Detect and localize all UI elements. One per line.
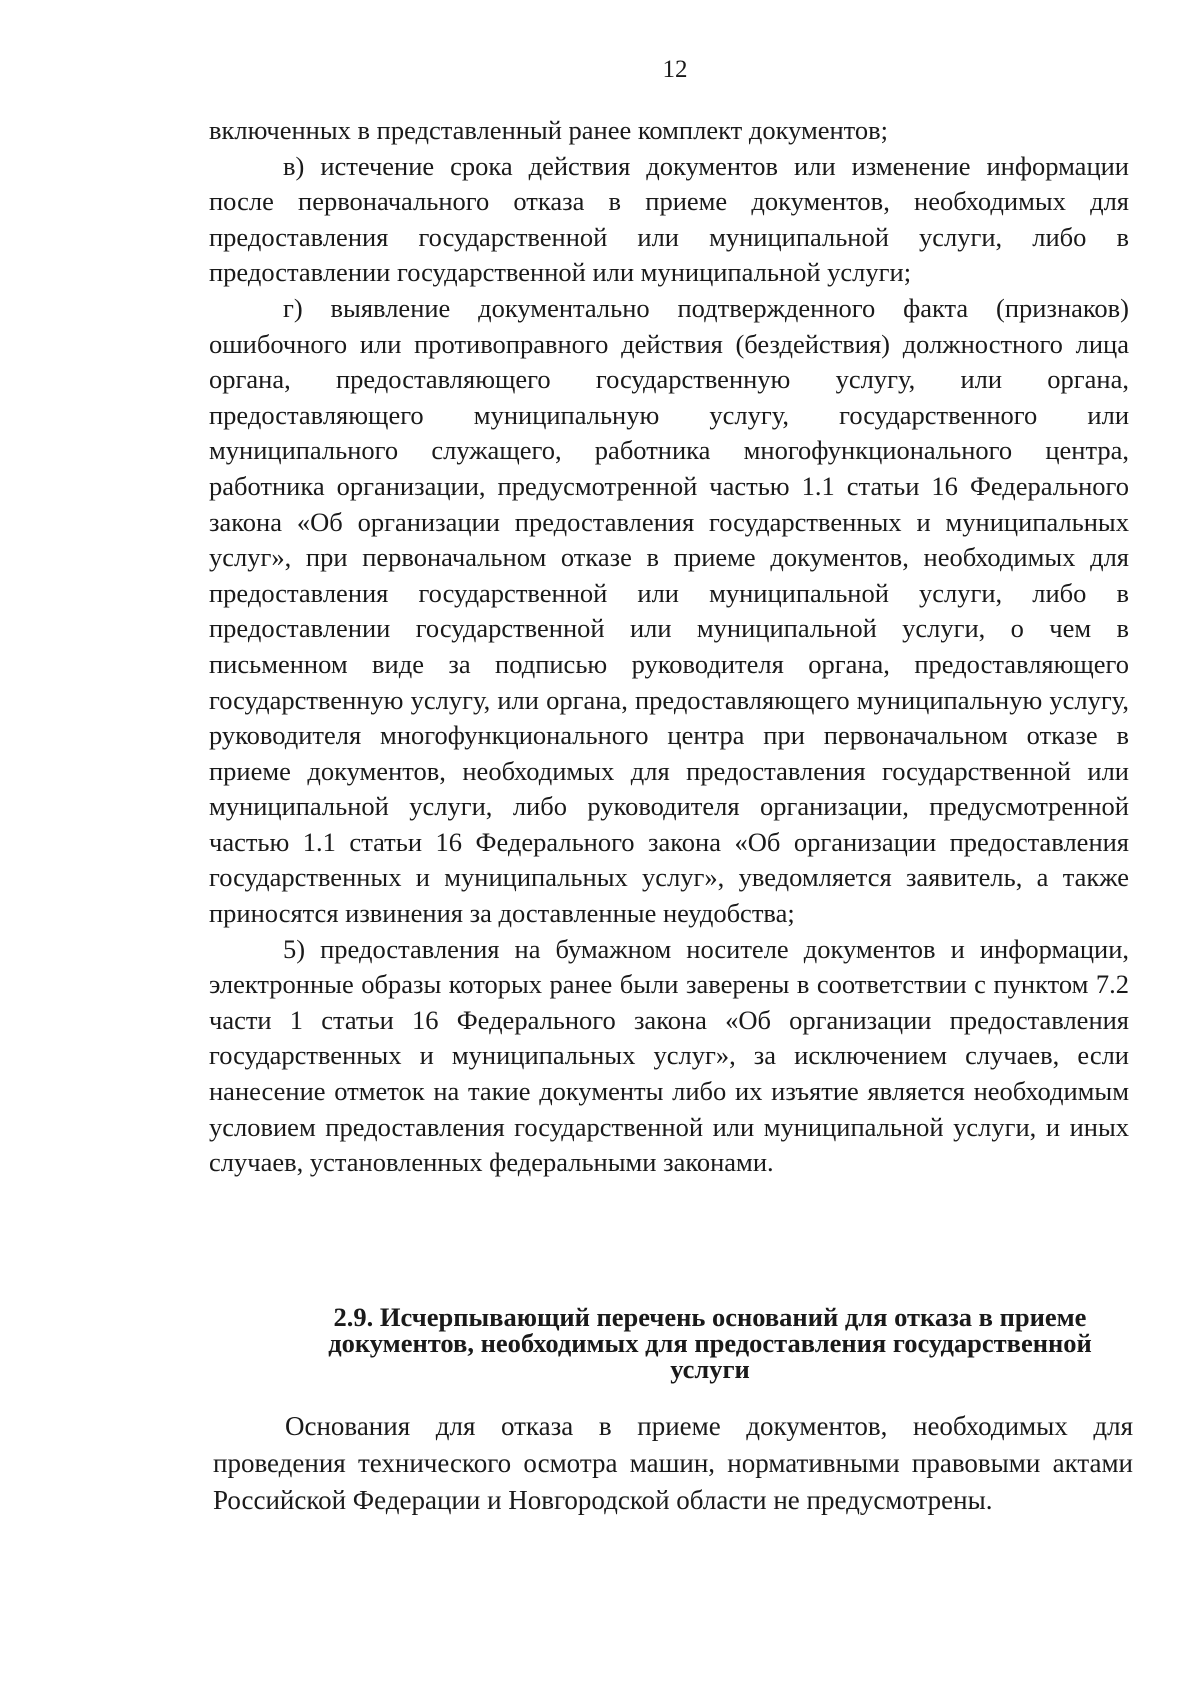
section-heading xyxy=(290,1304,1130,1382)
paragraph-item-g: г) выявление документально подтвержденного факта (признаков) ошибочного или противоправного действия (бездействия) должностного лица органа, предоставляющего государственную услугу, или органа, предоставляющего муниципальную услугу, государственного или муниципального служащего, работника многофункционального центра, работника организации, предусмотренной частью 1.1 статьи 16 Федерального закона «Об организации предоставления государственных и муниципальных услуг», при первоначальном отказе в приеме документов, необходимых для предоставления государственной или муниципальной услуги, либо в предоставлении государственной или муниципальной услуги, о чем в письменном виде за подписью руководителя органа, предоставляющего государственную услугу, или органа, предоставляющего муниципальную услугу, руководителя многофункционального центра при первоначальном отказе в приеме документов, необходимых для предоставления государственной или муниципальной услуги, либо руководителя организации, предусмотренной частью 1.1 статьи 16 Федерального закона «Об организации предоставления государственных и муниципальных услуг», уведомляется заявитель, а также приносятся извинения за доставленные неудобства; xyxy=(209,292,1129,929)
section-heading-line-3: услуги xyxy=(670,1354,750,1384)
section-paragraph: Основания для отказа в приеме документов, необходимых для проведения технического осмотра машин, нормативными правовыми актами Российской Федерации и Новгородской области не предусмотрены. xyxy=(213,1411,1133,1515)
paragraph-item-5: 5) предоставления на бумажном носителе документов и информации, электронные образы которых ранее были заверены в соответствии с пунктом 7.2 части 1 статьи 16 Федерального закона «Об организации предоставления государственных и муниципальных услуг», за исключением случаев, если нанесение отметок на такие документы либо их изъятие является необходимым условием предоставления государственной или муниципальной услуги, и иных случаев, установленных федеральными законами. xyxy=(209,933,1129,1178)
paragraph-continuation: включенных в представленный ранее комплект документов; xyxy=(209,115,889,145)
section-heading-line-1: 2.9. Исчерпывающий перечень оснований для отказа в приеме xyxy=(333,1302,1087,1332)
page-number: 12 xyxy=(662,56,688,83)
paragraph-item-v: в) истечение срока действия документов или изменение информации после первоначального отказа в приеме документов, необходимых для предоставления государственной или муниципальной услуги, либо в предоставлении государственной или муниципальной услуги; xyxy=(209,150,1129,288)
body-text xyxy=(209,113,1129,1181)
section-heading-line-2: документов, необходимых для предоставления государственной xyxy=(328,1328,1092,1358)
